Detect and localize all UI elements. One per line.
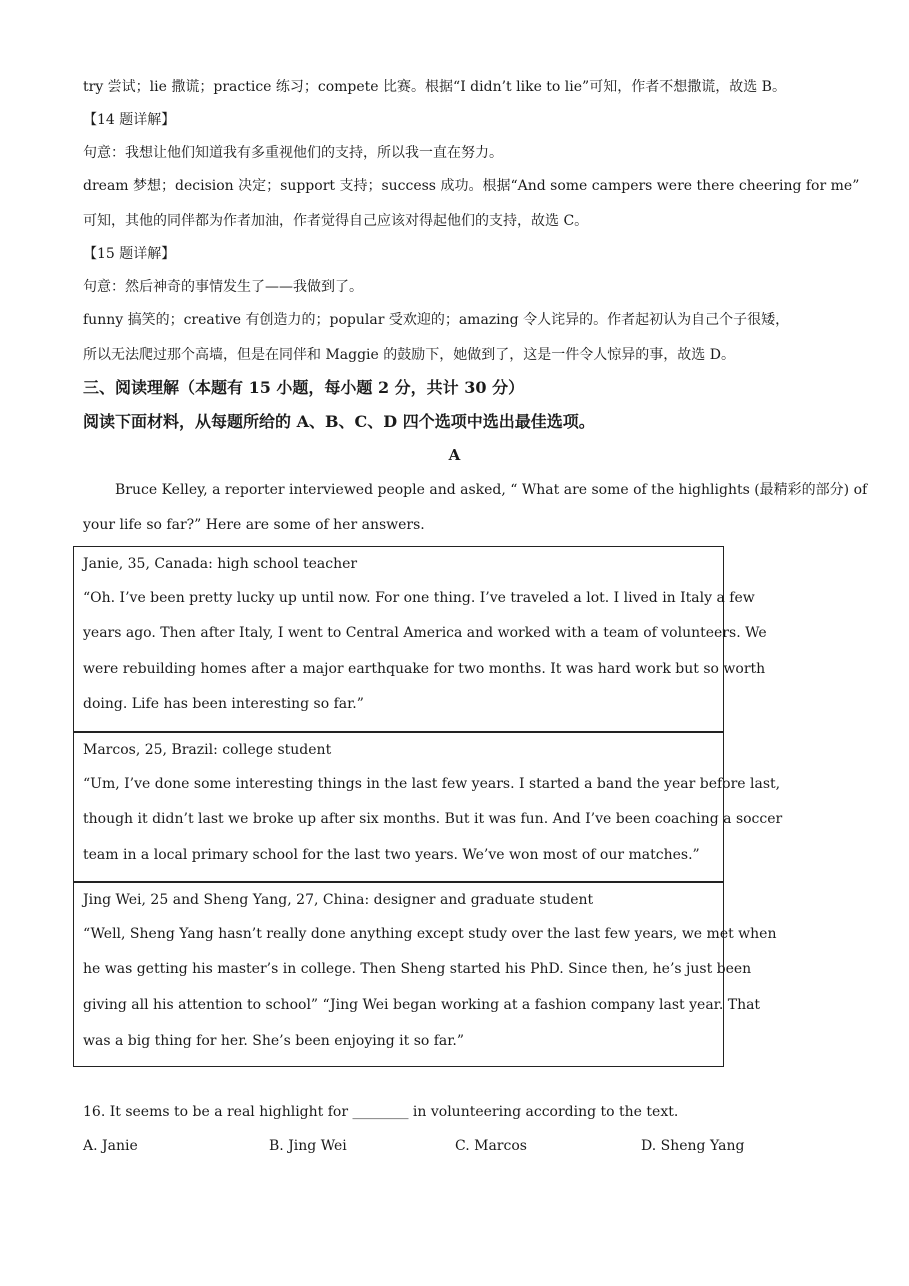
- box-heading: Marcos, 25, Brazil: college student: [83, 742, 332, 758]
- box-text-line: “Um, I’ve done some interesting things in the last few years. I started a band the year before last,: [83, 776, 781, 792]
- box-text-line: was a big thing for her. She’s been enjoying it so far.”: [83, 1033, 465, 1049]
- box-text-line: years ago. Then after Italy, I went to Central America and worked with a team of volunteers. We: [83, 625, 767, 641]
- option-a[interactable]: A. Janie: [83, 1138, 138, 1154]
- answer-box-jing-wei-sheng-yang: [73, 881, 777, 1067]
- box-text-line: team in a local primary school for the last two years. We’ve won most of our matches.”: [83, 847, 700, 863]
- option-d[interactable]: D. Sheng Yang: [641, 1138, 745, 1154]
- section-instruction: 阅读下面材料，从每题所给的 A、B、C、D 四个选项中选出最佳选项。: [83, 412, 595, 431]
- q14-heading: 【14 题详解】: [83, 112, 176, 128]
- box-text-line: though it didn’t last we broke up after six months. But it was fun. And I’ve been coaching a soccer: [83, 811, 783, 827]
- box-heading: Jing Wei, 25 and Sheng Yang, 27, China: designer and graduate student: [83, 892, 594, 908]
- q14-explanation-line-1: dream 梦想；decision 决定；support 支持；success 成功。根据“And some campers were there cheering for me”: [83, 178, 860, 194]
- q14-explanation-line-2: 可知，其他的同伴都为作者加油，作者觉得自己应该对得起他们的支持，故选 C。: [83, 213, 589, 229]
- intro-line-1: Bruce Kelley, a reporter interviewed people and asked, “ What are some of the highlights (最精彩的部分) of: [115, 482, 868, 498]
- box-text-line: doing. Life has been interesting so far.”: [83, 696, 364, 712]
- box-text-line: he was getting his master’s in college. Then Sheng started his PhD. Since then, he’s just been: [83, 961, 752, 977]
- answer-box-janie: [73, 546, 767, 733]
- box-text-line: “Oh. I’ve been pretty lucky up until now. For one thing. I’ve traveled a lot. I lived in Italy a few: [83, 590, 755, 606]
- passage-label: A: [448, 446, 461, 464]
- q15-heading: 【15 题详解】: [83, 246, 176, 262]
- q15-explanation-line-1: funny 搞笑的；creative 有创造力的；popular 受欢迎的；amazing 令人诧异的。作者起初认为自己个子很矮，: [83, 312, 790, 328]
- answer-box-marcos: [73, 731, 783, 883]
- box-text-line: were rebuilding homes after a major earthquake for two months. It was hard work but so worth: [83, 661, 766, 677]
- option-b[interactable]: B. Jing Wei: [269, 1138, 347, 1154]
- explanation-13-line: try 尝试；lie 撒谎；practice 练习；compete 比赛。根据“I didn’t like to lie”可知，作者不想撒谎，故选 B。: [83, 79, 786, 95]
- q14-meaning: 句意：我想让他们知道我有多重视他们的支持，所以我一直在努力。: [83, 145, 503, 161]
- box-heading: Janie, 35, Canada: high school teacher: [83, 556, 358, 572]
- q15-meaning: 句意：然后神奇的事情发生了——我做到了。: [83, 279, 363, 295]
- question-16-stem: 16. It seems to be a real highlight for ________ in volunteering according to the text.: [83, 1104, 679, 1120]
- box-text-line: giving all his attention to school” “Jing Wei began working at a fashion company last year. That: [83, 997, 761, 1013]
- option-c[interactable]: C. Marcos: [455, 1138, 527, 1154]
- box-text-line: “Well, Sheng Yang hasn’t really done anything except study over the last few years, we met when: [83, 926, 777, 942]
- section-title: 三、阅读理解（本题有 15 小题，每小题 2 分，共计 30 分）: [83, 378, 525, 397]
- q15-explanation-line-2: 所以无法爬过那个高墙，但是在同伴和 Maggie 的鼓励下，她做到了，这是一件令人惊异的事，故选 D。: [83, 347, 735, 363]
- intro-line-2: your life so far?” Here are some of her answers.: [83, 517, 425, 533]
